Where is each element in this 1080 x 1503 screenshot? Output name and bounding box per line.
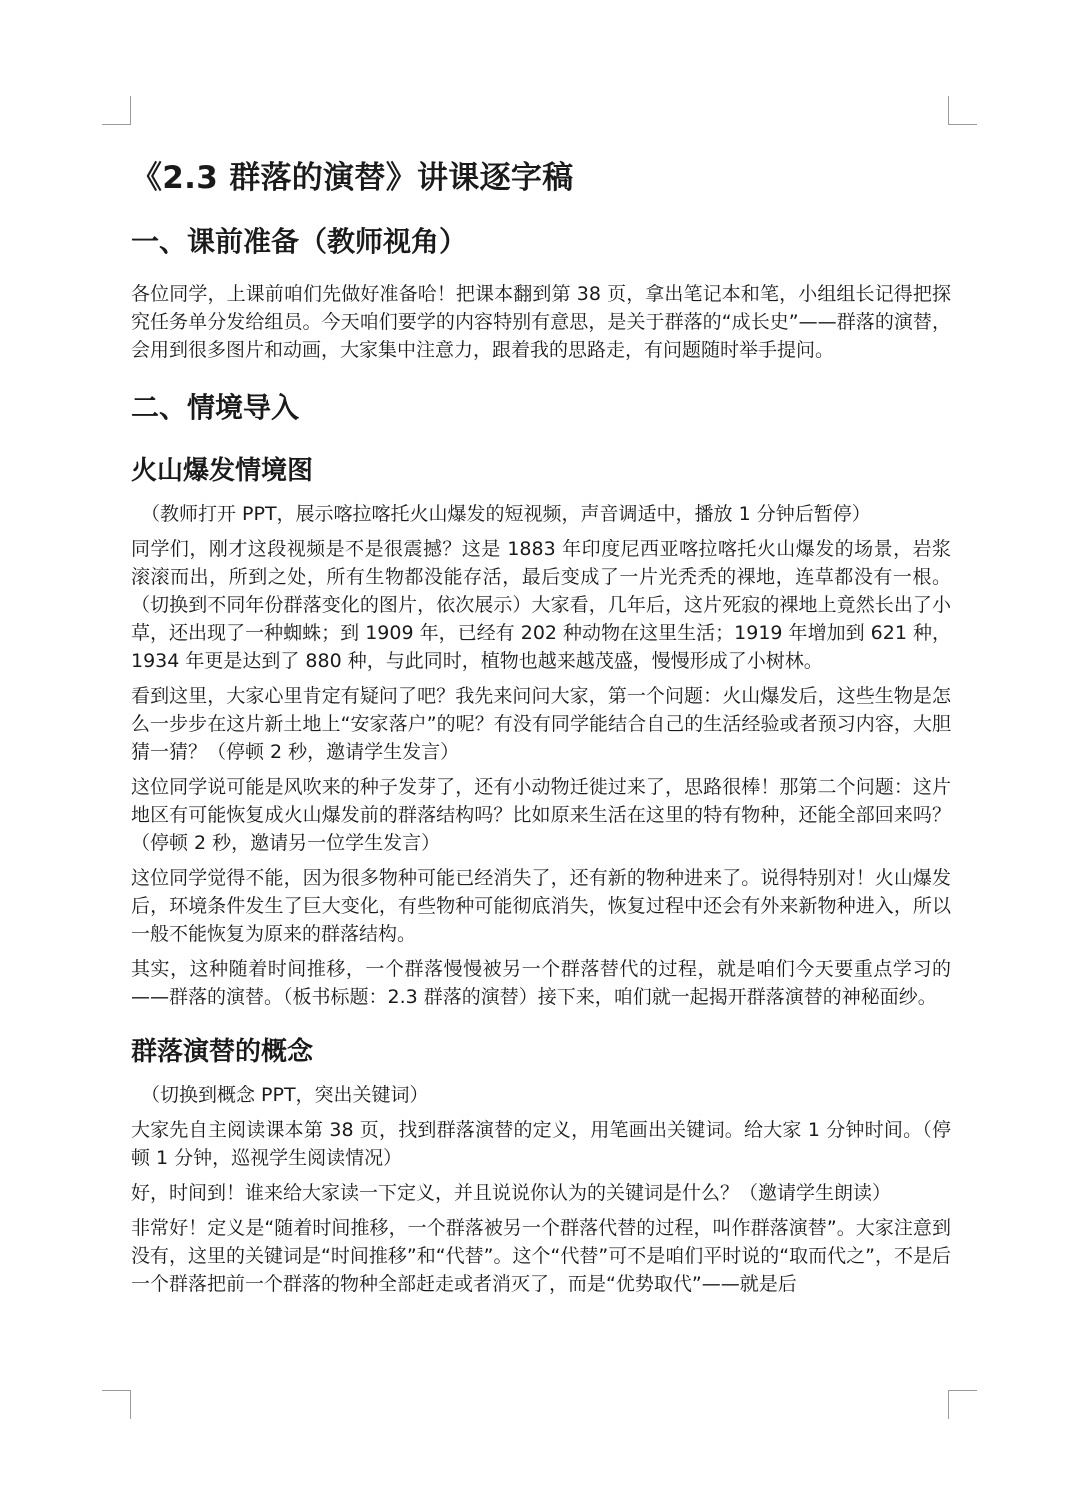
page-title: 《2.3 群落的演替》讲课逐字稿 (131, 160, 574, 196)
stage-direction: （切换到概念 PPT，突出关键词） (141, 1084, 429, 1106)
paragraph: 看到这里，大家心里肯定有疑问了吧？我先来问问大家，第一个问题：火山爆发后，这些生物是怎么一步步在这片新土地上“安家落户”的呢？有没有同学能结合自己的生活经验或者预习内容，大胆猜一猜？（停顿 2 秒，邀请学生发言） (131, 685, 951, 763)
paragraph: 同学们，刚才这段视频是不是很震撼？这是 1883 年印度尼西亚喀拉喀托火山爆发的场景，岩浆滚滚而出，所到之处，所有生物都没能存活，最后变成了一片光秃秃的裸地，连草都没有一根。（切换到不同年份群落变化的图片，依次展示）大家看，几年后，这片死寂的裸地上竟然长出了小草，还出现了一种蜘蛛；到 1909 年，已经有 202 种动物在这里生活；1919 年增加到 621 种，1934 年更是达到了 880 种，与此同时，植物也越来越茂盛，慢慢形成了小树林。 (131, 538, 951, 672)
paragraph: 这位同学说可能是风吹来的种子发芽了，还有小动物迁徙过来了，思路很棒！那第二个问题：这片地区有可能恢复成火山爆发前的群落结构吗？比如原来生活在这里的特有物种，还能全部回来吗？（停顿 2 秒，邀请另一位学生发言） (131, 776, 951, 854)
stage-direction: （教师打开 PPT，展示喀拉喀托火山爆发的短视频，声音调适中，播放 1 分钟后暂停） (141, 503, 871, 525)
crop-mark-bottom-right (948, 1390, 977, 1419)
paragraph: 非常好！定义是“随着时间推移，一个群落被另一个群落代替的过程，叫作群落演替”。大家注意到没有，这里的关键词是“时间推移”和“代替”。这个“代替”可不是咱们平时说的“取而代之”，不是后一个群落把前一个群落的物种全部赶走或者消灭了，而是“优势取代”——就是后 (131, 1217, 951, 1295)
crop-mark-bottom-left (102, 1390, 131, 1419)
paragraph: 大家先自主阅读课本第 38 页，找到群落演替的定义，用笔画出关键词。给大家 1 分钟时间。（停顿 1 分钟，巡视学生阅读情况） (131, 1119, 951, 1169)
subsection-heading-concept: 群落演替的概念 (131, 1037, 314, 1067)
document-page (131, 150, 951, 1390)
paragraph: 各位同学，上课前咱们先做好准备哈！把课本翻到第 38 页，拿出笔记本和笔，小组组长记得把探究任务单分发给组员。今天咱们要学的内容特别有意思，是关于群落的“成长史”——群落的演替，会用到很多图片和动画，大家集中注意力，跟着我的思路走，有问题随时举手提问。 (131, 283, 951, 361)
paragraph: 其实，这种随着时间推移，一个群落慢慢被另一个群落替代的过程，就是咱们今天要重点学习的——群落的演替。（板书标题：2.3 群落的演替）接下来，咱们就一起揭开群落演替的神秘面纱。 (131, 958, 951, 1008)
crop-mark-top-left (102, 96, 131, 125)
section-heading-preparation: 一、课前准备（教师视角） (131, 225, 468, 258)
paragraph: 好，时间到！谁来给大家读一下定义，并且说说你认为的关键词是什么？（邀请学生朗读） (131, 1182, 892, 1204)
section-heading-introduction: 二、情境导入 (131, 391, 300, 424)
subsection-heading-volcano: 火山爆发情境图 (131, 456, 314, 486)
crop-mark-top-right (948, 96, 977, 125)
paragraph: 这位同学觉得不能，因为很多物种可能已经消失了，还有新的物种进来了。说得特别对！火山爆发后，环境条件发生了巨大变化，有些物种可能彻底消失，恢复过程中还会有外来新物种进入，所以一般不能恢复为原来的群落结构。 (131, 867, 951, 945)
